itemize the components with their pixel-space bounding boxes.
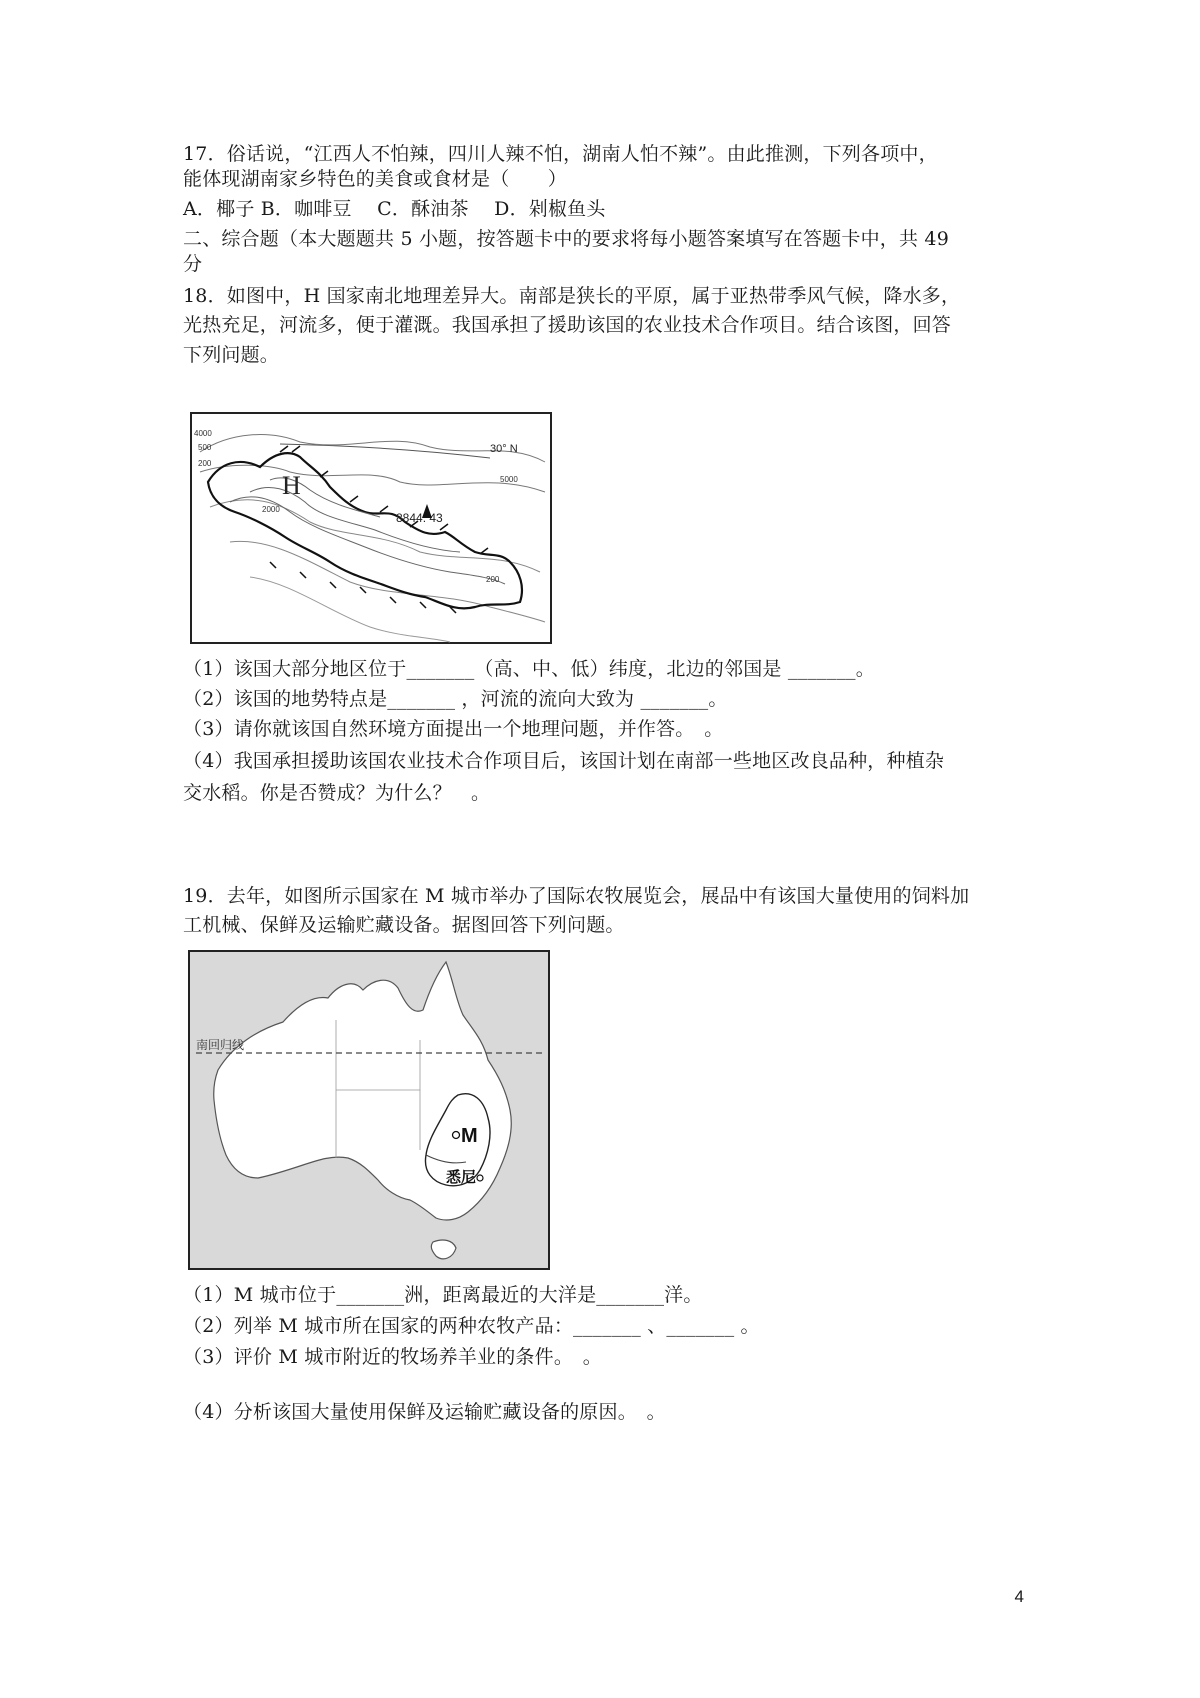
australia-map — [188, 950, 550, 1270]
sydney-marker-icon — [477, 1175, 483, 1181]
latitude-label: 30° N — [490, 443, 518, 455]
contour-label-200-east: 200 — [486, 575, 500, 584]
contour-label-2000: 2000 — [262, 505, 280, 514]
q17-stem-line1: 17．俗话说，“江西人不怕辣，四川人辣不怕，湖南人怕不辣”。由此推测，下列各项中， — [183, 143, 938, 165]
q19-sub2: （2）列举 M 城市所在国家的两种农牧产品：_______ 、_______ 。 — [183, 1315, 760, 1337]
q18-sub4-line1: （4）我国承担援助该国农业技术合作项目后，该国计划在南部一些地区改良品种，种植杂 — [183, 750, 945, 772]
q19-sub3: （3）评价 M 城市附近的牧场养羊业的条件。 。 — [183, 1346, 602, 1368]
q18-sub4-line2: 交水稻。你是否赞成？为什么？ 。 — [183, 782, 491, 804]
tropic-of-capricorn-label: 南回归线 — [196, 1038, 245, 1052]
australia-map-figure — [188, 950, 550, 1270]
q18-sub3: （3）请你就该国自然环境方面提出一个地理问题，并作答。 。 — [183, 718, 724, 740]
country-label-h: H — [282, 471, 301, 500]
contour-label-4000: 4000 — [194, 429, 212, 438]
q17-options: A．椰子 B．咖啡豆 C．酥油茶 D．剁椒鱼头 — [183, 198, 606, 220]
city-m-label: M — [461, 1125, 478, 1147]
q19-stem-line2: 工机械、保鲜及运输贮藏设备。据图回答下列问题。 — [183, 914, 625, 936]
q18-sub1: （1）该国大部分地区位于_______（高、中、低）纬度，北边的邻国是 _______。 — [183, 658, 875, 680]
contour-label-5000: 5000 — [500, 475, 518, 484]
q18-stem-line1: 18．如图中，H 国家南北地理差异大。南部是狭长的平原，属于亚热带季风气候，降水多， — [183, 285, 961, 307]
peak-elevation-label: 8844. 43 — [396, 511, 443, 525]
contour-label-200-west: 200 — [198, 459, 212, 468]
section2-heading-line2: 分 — [183, 253, 203, 275]
q19-sub4: （4）分析该国大量使用保鲜及运输贮藏设备的原因。 。 — [183, 1401, 666, 1423]
city-m-marker-icon — [453, 1132, 460, 1139]
contour-label-500: 500 — [198, 443, 212, 452]
q18-sub2: （2）该国的地势特点是_______ ，河流的流向大致为 _______。 — [183, 688, 728, 710]
nepal-map — [190, 412, 552, 644]
section2-heading-line1: 二、综合题（本大题题共 5 小题，按答题卡中的要求将每小题答案填写在答题卡中，共 49 — [183, 228, 949, 250]
q17-stem-line2: 能体现湖南家乡特色的美食或食材是（ ） — [183, 168, 568, 190]
sydney-label: 悉尼 — [446, 1168, 477, 1186]
q18-stem-line3: 下列问题。 — [183, 344, 280, 366]
nepal-map-figure — [190, 412, 552, 644]
q18-stem-line2: 光热充足，河流多，便于灌溉。我国承担了援助该国的农业技术合作项目。结合该图，回答 — [183, 314, 952, 336]
page-number: 4 — [1014, 1587, 1024, 1606]
q19-sub1: （1）M 城市位于_______洲，距离最近的大洋是_______洋。 — [183, 1284, 703, 1306]
q19-stem-line1: 19．去年，如图所示国家在 M 城市举办了国际农牧展览会，展品中有该国大量使用的饲料加 — [183, 885, 970, 907]
